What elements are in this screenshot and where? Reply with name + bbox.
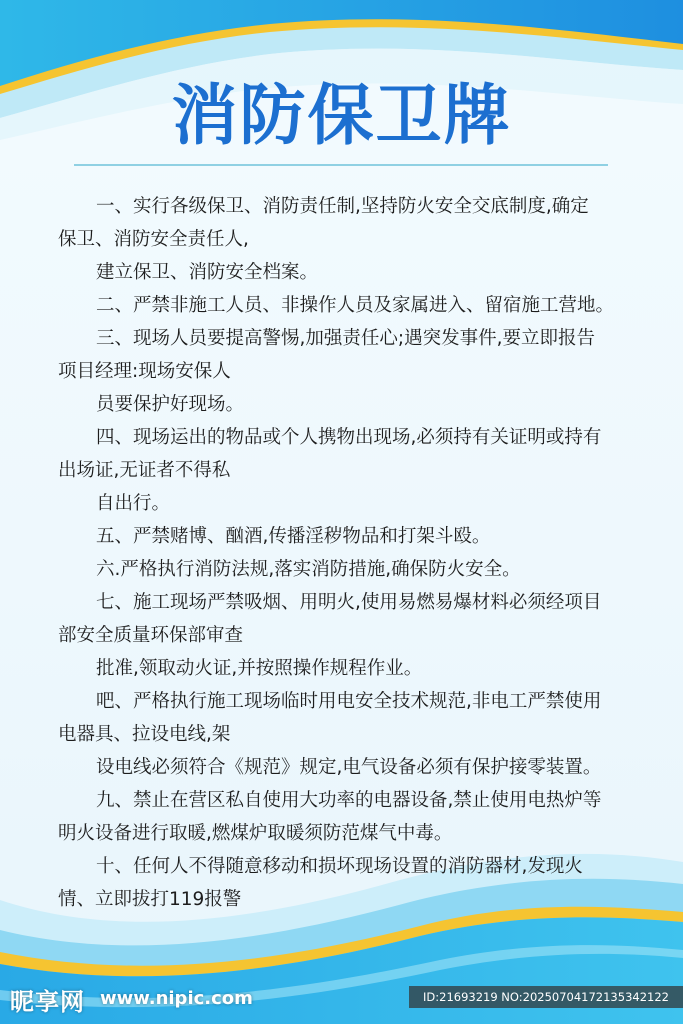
rule-item: 吧、严格执行施工现场临时用电安全技术规范,非电工严禁使用 电器具、拉设电线,架 设电线必须符合《规范》规定,电气设备必须有保护接零装置。 [58, 691, 602, 778]
watermark-id: ID:21693219 NO:20250704172135342122 [409, 986, 683, 1008]
rule-item: 五、严禁赌博、酗酒,传播淫秽物品和打架斗殴。 [96, 526, 491, 547]
rule-item: 三、现场人员要提高警惕,加强责任心;遇突发事件,要立即报告 项目经理:现场安保人 员要保护好现场。 [58, 328, 595, 415]
rule-item: 一、实行各级保卫、消防责任制,坚持防火安全交底制度,确定 保卫、消防安全责任人, 建立保卫、消防安全档案。 [58, 196, 589, 283]
rule-item: 四、现场运出的物品或个人携物出现场,必须持有关证明或持有 出场证,无证者不得私 自出行。 [58, 427, 602, 514]
page-title: 消防保卫牌 [171, 77, 512, 154]
rules-list [58, 190, 638, 916]
watermark-logo: 昵享网 [10, 988, 85, 1016]
title-divider [74, 164, 608, 166]
rule-item: 六.严格执行消防法规,落实消防措施,确保防火安全。 [96, 559, 521, 580]
rule-item: 二、严禁非施工人员、非操作人员及家属进入、留宿施工营地。 [96, 295, 615, 316]
rule-item: 九、禁止在营区私自使用大功率的电器设备,禁止使用电热炉等 明火设备进行取暖,燃煤炉取暖须防范煤气中毒。 [58, 790, 602, 844]
watermark-url: www.nipic.com [100, 988, 253, 1009]
rule-item: 七、施工现场严禁吸烟、用明火,使用易燃易爆材料必须经项目 部安全质量环保部审查 批准,领取动火证,并按照操作规程作业。 [58, 592, 602, 679]
rule-item: 十、任何人不得随意移动和损坏现场设置的消防器材,发现火 情、立即拔打119报警 [58, 856, 583, 910]
